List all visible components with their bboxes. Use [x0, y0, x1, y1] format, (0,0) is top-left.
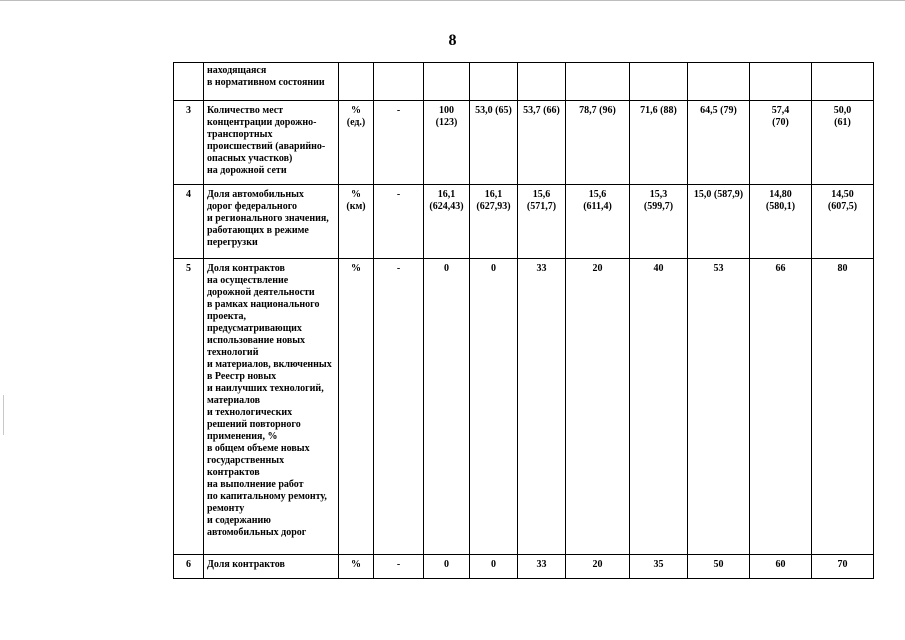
cell-unit: %	[339, 555, 374, 579]
cell-value: 33	[518, 555, 566, 579]
cell-value: 100 (123)	[424, 101, 470, 185]
cell-value: 35	[630, 555, 688, 579]
cell-value: 20	[566, 555, 630, 579]
cell-value: 20	[566, 259, 630, 555]
cell-value	[812, 63, 874, 101]
cell-value: 0	[424, 259, 470, 555]
cell-value: 50	[688, 555, 750, 579]
cell-value: 33	[518, 259, 566, 555]
cell-value: 14,50 (607,5)	[812, 185, 874, 259]
cell-value	[566, 63, 630, 101]
table-row	[174, 101, 874, 185]
table-row	[174, 555, 874, 579]
cell-value: 80	[812, 259, 874, 555]
table-row-continuation	[174, 63, 874, 101]
cell-value: 0	[470, 555, 518, 579]
cell-value: 53,0 (65)	[470, 101, 518, 185]
cell-value: 0	[470, 259, 518, 555]
cell-num: 5	[174, 259, 204, 555]
cell-base: -	[374, 259, 424, 555]
cell-num: 4	[174, 185, 204, 259]
cell-value: 70	[812, 555, 874, 579]
cell-num: 6	[174, 555, 204, 579]
cell-num	[174, 63, 204, 101]
scan-top-rule	[0, 0, 905, 1]
cell-name: находящаяся в нормативном состоянии	[204, 63, 339, 101]
cell-name: Количество мест концентрации дорожно- транспортных происшествий (аварийно- опасных участков) на дорожной сети	[204, 101, 339, 185]
cell-value: 15,6 (611,4)	[566, 185, 630, 259]
cell-value	[470, 63, 518, 101]
page-number: 8	[448, 32, 457, 49]
cell-value	[750, 63, 812, 101]
cell-name: Доля автомобильных дорог федерального и регионального значения, работающих в режиме перегрузки	[204, 185, 339, 259]
cell-base	[374, 63, 424, 101]
cell-base: -	[374, 555, 424, 579]
cell-value: 64,5 (79)	[688, 101, 750, 185]
indicators-table	[173, 62, 874, 579]
cell-value: 66	[750, 259, 812, 555]
cell-value: 50,0 (61)	[812, 101, 874, 185]
cell-unit: %	[339, 259, 374, 555]
cell-unit: % (км)	[339, 185, 374, 259]
cell-value: 57,4 (70)	[750, 101, 812, 185]
cell-value: 15,6 (571,7)	[518, 185, 566, 259]
table-row	[174, 259, 874, 555]
table-row	[174, 185, 874, 259]
cell-value: 16,1 (624,43)	[424, 185, 470, 259]
cell-unit	[339, 63, 374, 101]
cell-base: -	[374, 101, 424, 185]
cell-value: 16,1 (627,93)	[470, 185, 518, 259]
cell-name: Доля контрактов	[204, 555, 339, 579]
cell-value: 53,7 (66)	[518, 101, 566, 185]
cell-value: 15,3 (599,7)	[630, 185, 688, 259]
cell-name: Доля контрактов на осуществление дорожной деятельности в рамках национального проекта, предусматривающих использование новых технологий и материалов, включенных в Реестр новых и наилучших технологий, материалов и технологических решений повторного применения, % в общем объеме новых государственных контрактов на выполнение работ по капитальному ремонту, ремонту и содержанию автомобильных дорог	[204, 259, 339, 555]
cell-value: 0	[424, 555, 470, 579]
cell-value	[424, 63, 470, 101]
cell-value	[518, 63, 566, 101]
cell-value: 60	[750, 555, 812, 579]
cell-base: -	[374, 185, 424, 259]
cell-unit: % (ед.)	[339, 101, 374, 185]
cell-value: 53	[688, 259, 750, 555]
cell-value	[630, 63, 688, 101]
cell-value	[688, 63, 750, 101]
cell-value: 71,6 (88)	[630, 101, 688, 185]
cell-value: 14,80 (580,1)	[750, 185, 812, 259]
cell-num: 3	[174, 101, 204, 185]
cell-value: 15,0 (587,9)	[688, 185, 750, 259]
cell-value: 78,7 (96)	[566, 101, 630, 185]
scan-side-mark	[3, 395, 4, 435]
cell-value: 40	[630, 259, 688, 555]
